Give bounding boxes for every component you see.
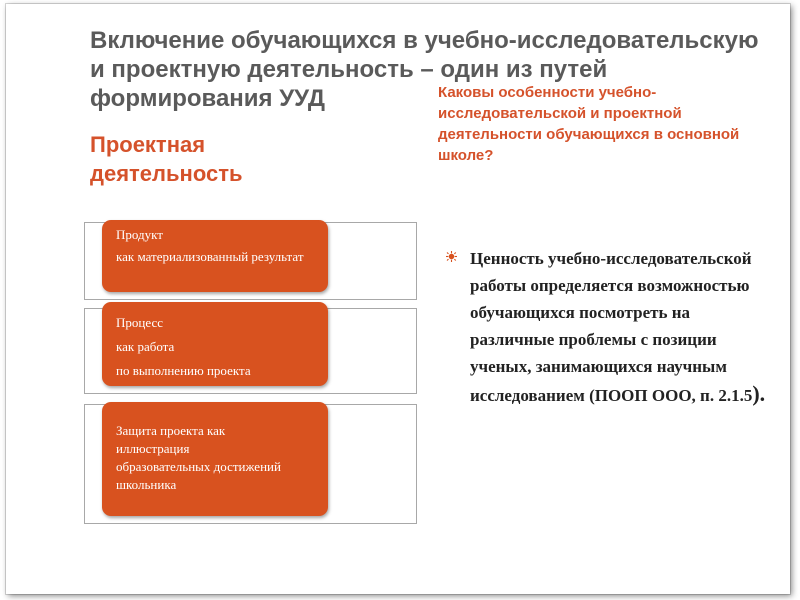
process-box-line: по выполнению проекта [116, 363, 251, 378]
question-heading: Каковы особенности учебно-исследовательской и проектной деятельности обучающихся в основной школе? [438, 84, 740, 164]
project-activity-heading: Проектная деятельность [90, 132, 243, 186]
sun-bullet-icon [446, 251, 457, 262]
value-bullet-end: ). [752, 381, 766, 406]
process-box [102, 302, 328, 386]
product-box-line: как материализованный результат [116, 249, 304, 264]
product-box-line: Продукт [116, 227, 163, 242]
value-bullet-main: Ценность учебно-исследовательской работы определяется возможностью обучающихся посмотреть на различные проблемы с позиции ученых, занимающихся научным исследованием (ПООП ООО, п. 2.1.5 [470, 249, 753, 405]
slide-title: Включение обучающихся в учебно-исследовательскую и проектную деятельность – один из путей формирования УУД [90, 27, 759, 112]
process-box-line: как работа [116, 339, 175, 354]
value-bullet-text [470, 245, 770, 409]
product-box [102, 220, 328, 292]
slide [6, 4, 790, 594]
project-diagram [76, 212, 426, 527]
defense-box [102, 402, 328, 516]
process-box-line: Процесс [116, 315, 163, 330]
defense-box-line: Защита проекта как иллюстрация образовательных достижений школьника [116, 423, 281, 492]
